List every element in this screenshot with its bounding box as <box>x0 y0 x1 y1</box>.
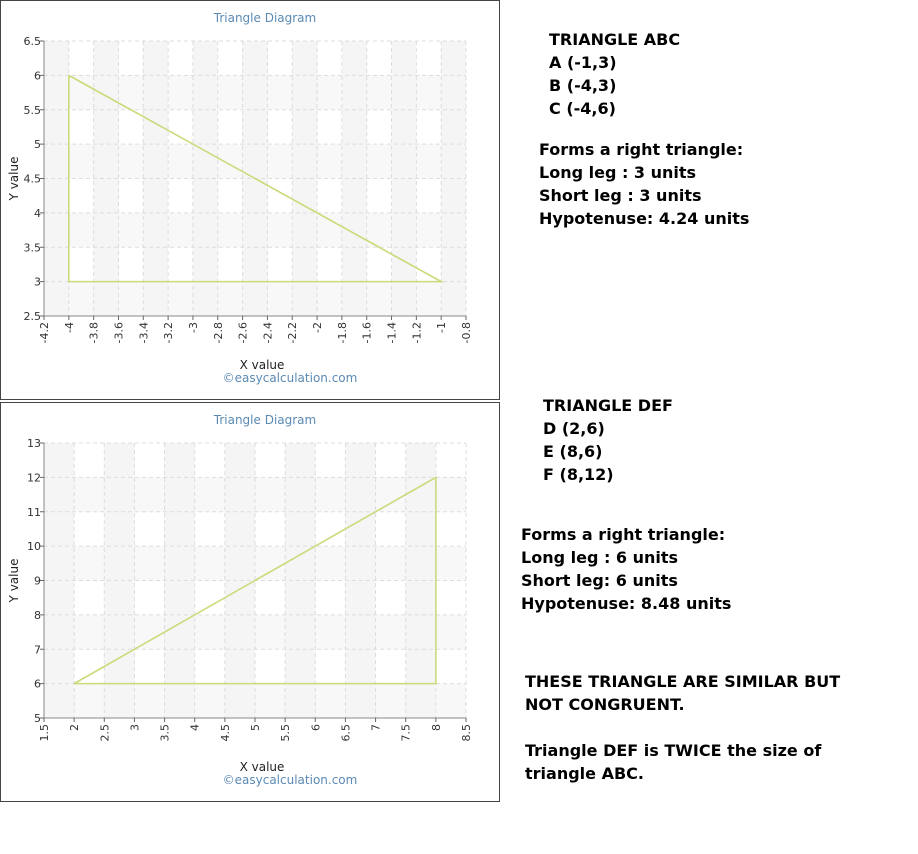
y-tick-label: 8 <box>34 608 41 622</box>
conclusion-line-2: NOT CONGRUENT. <box>525 695 685 714</box>
chart-svg-0 <box>1 1 499 399</box>
x-tick-label: 7 <box>369 724 383 731</box>
x-tick-label: -1.2 <box>410 322 424 344</box>
conclusion-spacer <box>525 716 840 739</box>
vertex-c: C (-4,6) <box>549 99 616 118</box>
plot-band-horizontal <box>44 144 466 178</box>
y-tick-label: 6.5 <box>23 35 41 48</box>
y-tick-label: 4 <box>34 206 41 220</box>
abc-hypotenuse: Hypotenuse: 4.24 units <box>539 209 750 228</box>
x-tick-label: -2.8 <box>211 322 225 344</box>
y-tick-label: 9 <box>34 574 41 588</box>
triangle-def-heading: TRIANGLE DEF <box>543 396 673 415</box>
vertex-e: E (8,6) <box>543 442 603 461</box>
x-axis-label: X value <box>239 760 285 774</box>
vertex-a: A (-1,3) <box>549 53 617 72</box>
x-tick-label: -4 <box>62 322 76 333</box>
x-tick-label: -3.2 <box>162 322 176 344</box>
triangle-abc-chart <box>0 0 500 400</box>
abc-long-leg: Long leg : 3 units <box>539 163 697 182</box>
y-tick-label: 11 <box>27 505 41 519</box>
x-tick-label: 6 <box>309 724 323 731</box>
y-tick-label: 5.5 <box>23 103 41 117</box>
conclusion-line-1: THESE TRIANGLE ARE SIMILAR BUT <box>525 672 841 691</box>
y-tick-label: 7 <box>34 643 41 657</box>
x-tick-label: -1.6 <box>360 322 374 344</box>
vertex-d: D (2,6) <box>543 419 605 438</box>
x-tick-label: 7.5 <box>399 724 413 742</box>
plot-band-horizontal <box>44 213 466 247</box>
x-tick-label: -2.4 <box>261 322 275 344</box>
abc-right-triangle-note: Forms a right triangle: <box>539 140 744 159</box>
triangle-abc-vertices <box>549 28 680 120</box>
x-tick-label: -3.8 <box>87 322 101 344</box>
plot-band-horizontal <box>44 75 466 109</box>
chart-svg-1 <box>1 403 499 801</box>
triangle-def-vertices <box>543 394 673 486</box>
x-tick-label: -1.4 <box>385 322 399 344</box>
y-tick-label: 12 <box>27 471 41 485</box>
x-tick-label: -1 <box>435 322 449 333</box>
x-tick-label: 4 <box>188 724 202 731</box>
y-tick-label: 3.5 <box>23 241 41 255</box>
x-tick-label: 6.5 <box>339 724 353 742</box>
abc-short-leg: Short leg : 3 units <box>539 186 702 205</box>
y-tick-label: 2.5 <box>23 310 41 323</box>
x-tick-label: -4.2 <box>38 322 51 344</box>
x-tick-label: -2.6 <box>236 322 250 344</box>
y-tick-label: 5 <box>34 138 41 152</box>
vertex-b: B (-4,3) <box>549 76 617 95</box>
x-tick-label: 3.5 <box>158 724 172 742</box>
x-tick-label: -1.8 <box>335 322 349 344</box>
x-axis-label: X value <box>239 358 285 372</box>
y-axis-label: Y value <box>7 156 21 201</box>
x-tick-label: 2 <box>68 724 82 731</box>
y-tick-label: 4.5 <box>23 172 41 186</box>
x-tick-label: -2.2 <box>286 322 300 344</box>
chart-title: Triangle Diagram <box>213 413 317 427</box>
conclusion-line-3: Triangle DEF is TWICE the size of <box>525 741 822 760</box>
def-right-triangle-note: Forms a right triangle: <box>521 525 726 544</box>
y-tick-label: 3 <box>34 275 41 289</box>
def-hypotenuse: Hypotenuse: 8.48 units <box>521 594 732 613</box>
x-tick-label: -3.6 <box>112 322 126 344</box>
chart-title: Triangle Diagram <box>213 11 317 25</box>
y-tick-label: 6 <box>34 69 41 83</box>
plot-band-horizontal <box>44 282 466 316</box>
x-tick-label: -3 <box>186 322 200 333</box>
x-tick-label: 8.5 <box>460 724 473 742</box>
y-tick-label: 5 <box>34 712 41 725</box>
x-tick-label: 3 <box>128 724 142 731</box>
triangle-abc-properties <box>539 138 749 230</box>
def-short-leg: Short leg: 6 units <box>521 571 678 590</box>
x-tick-label: -0.8 <box>460 322 473 344</box>
triangle-def-properties <box>521 523 731 615</box>
conclusion-text <box>525 670 840 785</box>
vertex-f: F (8,12) <box>543 465 614 484</box>
y-tick-label: 10 <box>27 540 41 554</box>
watermark: ©easycalculation.com <box>222 371 358 385</box>
watermark: ©easycalculation.com <box>222 773 358 787</box>
x-tick-label: -3.4 <box>137 322 151 344</box>
conclusion-line-4: triangle ABC. <box>525 764 644 783</box>
y-tick-label: 6 <box>34 677 41 691</box>
x-tick-label: -2 <box>311 322 325 333</box>
triangle-def-chart <box>0 402 500 802</box>
y-axis-label: Y value <box>7 558 21 603</box>
triangle-abc-heading: TRIANGLE ABC <box>549 30 681 49</box>
x-tick-label: 1.5 <box>38 724 51 742</box>
def-long-leg: Long leg : 6 units <box>521 548 679 567</box>
x-tick-label: 5.5 <box>279 724 293 742</box>
y-tick-label: 13 <box>27 437 41 450</box>
x-tick-label: 5 <box>249 724 262 731</box>
x-tick-label: 8 <box>429 724 443 731</box>
x-tick-label: 4.5 <box>218 724 232 742</box>
x-tick-label: 2.5 <box>98 724 112 742</box>
